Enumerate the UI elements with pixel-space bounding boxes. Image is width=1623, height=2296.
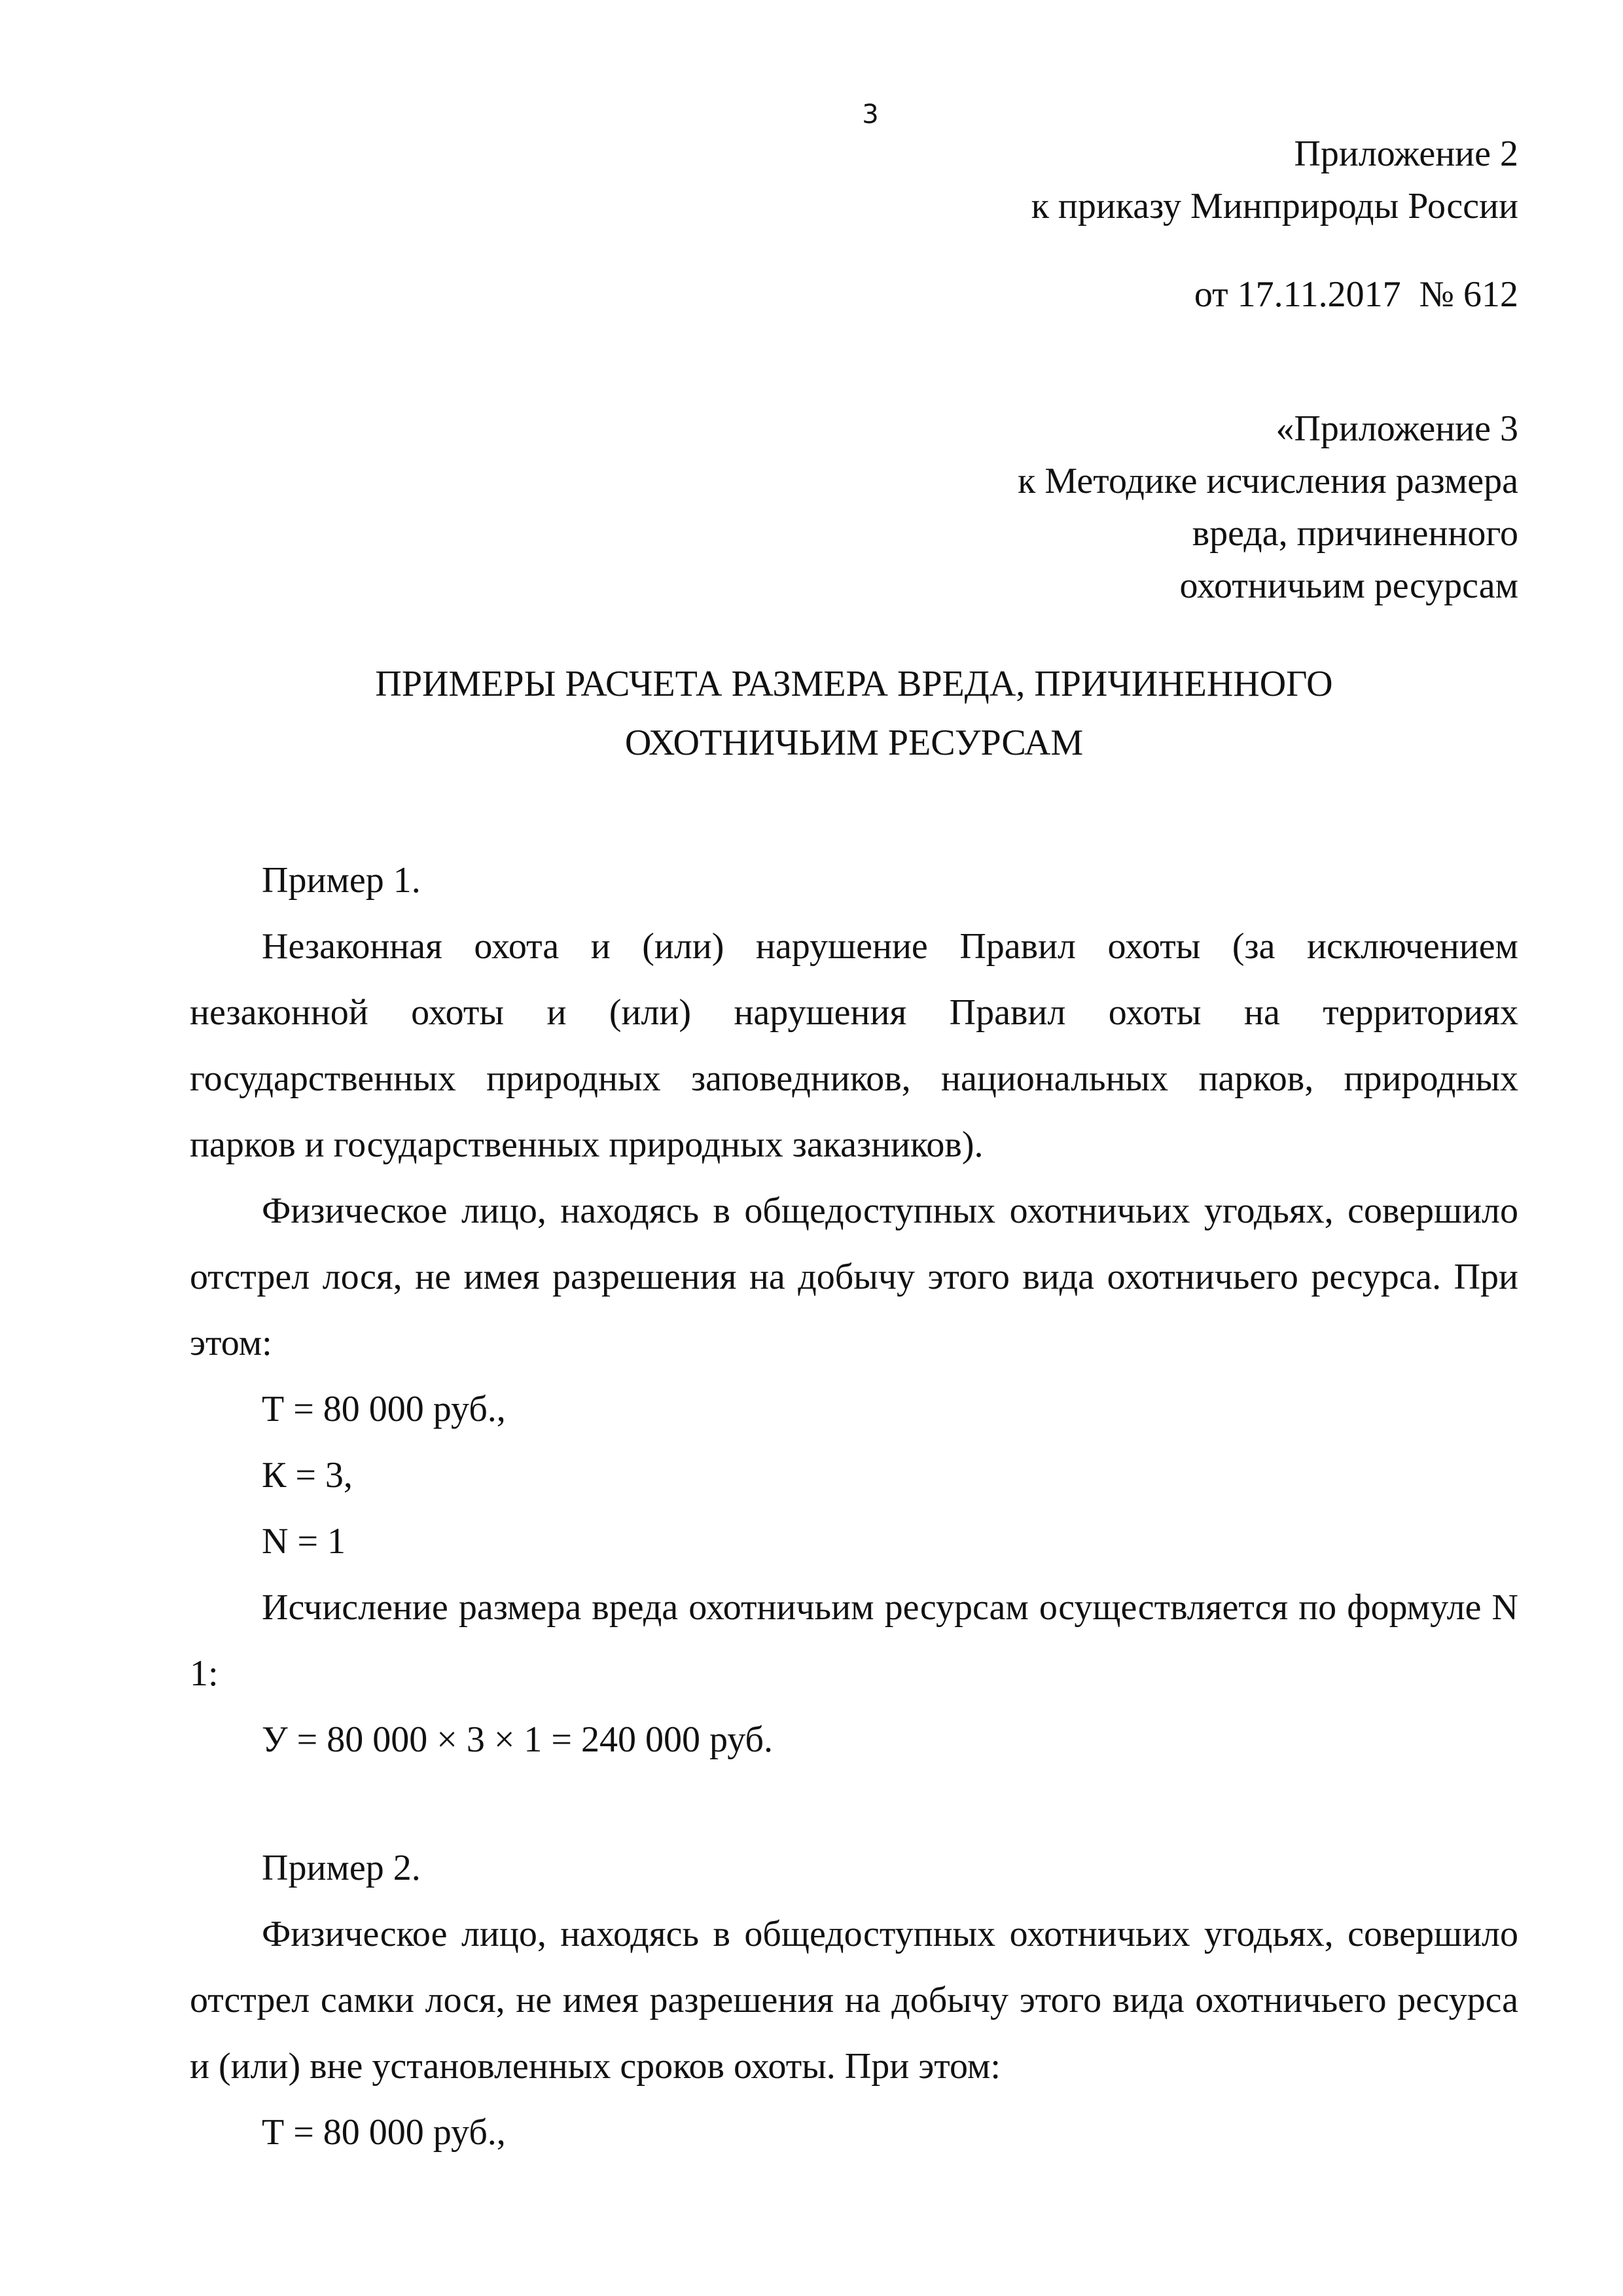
inner-annex-header	[1018, 403, 1518, 612]
example1-paragraph1: Незаконная охота и (или) нарушение Правил охоты (за исключением незаконной охоты и (или) нарушения Правил охоты на территориях государственных природных заповедников, национальных парков, природных парков и государственных природных заказников).	[190, 926, 1518, 1165]
annex-header-line1: Приложение 2	[1294, 134, 1518, 174]
annex-header	[1031, 128, 1518, 232]
document-title	[190, 655, 1518, 772]
inner-annex-line2: к Методике исчисления размера	[1018, 461, 1518, 501]
example1-n-value: N = 1	[262, 1521, 346, 1562]
document-body	[190, 848, 1518, 2166]
inner-annex-line3: вреда, причиненного	[1192, 513, 1518, 554]
example1-heading: Пример 1.	[262, 860, 421, 901]
inner-annex-line4: охотничьим ресурсам	[1179, 565, 1518, 606]
example1-result: У = 80 000 × 3 × 1 = 240 000 руб.	[262, 1719, 773, 1760]
title-line1: ПРИМЕРЫ РАСЧЕТА РАЗМЕРА ВРЕДА, ПРИЧИНЕННОГО	[375, 664, 1333, 704]
example1-paragraph2: Физическое лицо, находясь в общедоступных охотничьих угодьях, совершило отстрел лося, не имея разрешения на добычу этого вида охотничьего ресурса. При этом:	[190, 1191, 1518, 1363]
example2-paragraph1: Физическое лицо, находясь в общедоступных охотничьих угодьях, совершило отстрел самки лося, не имея разрешения на добычу этого вида охотничьего ресурса и (или) вне установленных сроков охоты. При этом:	[190, 1914, 1518, 2087]
example1-calc-text: Исчисление размера вреда охотничьим ресурсам осуществляется по формуле N 1:	[190, 1587, 1518, 1694]
title-line2: ОХОТНИЧЬИМ РЕСУРСАМ	[624, 723, 1084, 763]
page-number: 3	[862, 99, 879, 130]
example1-k-value: К = 3,	[262, 1455, 353, 1496]
example2-heading: Пример 2.	[262, 1848, 421, 1888]
inner-annex-line1: «Приложение 3	[1275, 408, 1518, 449]
example1-t-value: Т = 80 000 руб.,	[262, 1389, 506, 1429]
order-reference: от 17.11.2017 № 612	[1194, 274, 1518, 315]
annex-header-line2: к приказу Минприроды России	[1031, 186, 1518, 226]
example2-t-value: Т = 80 000 руб.,	[262, 2112, 506, 2153]
